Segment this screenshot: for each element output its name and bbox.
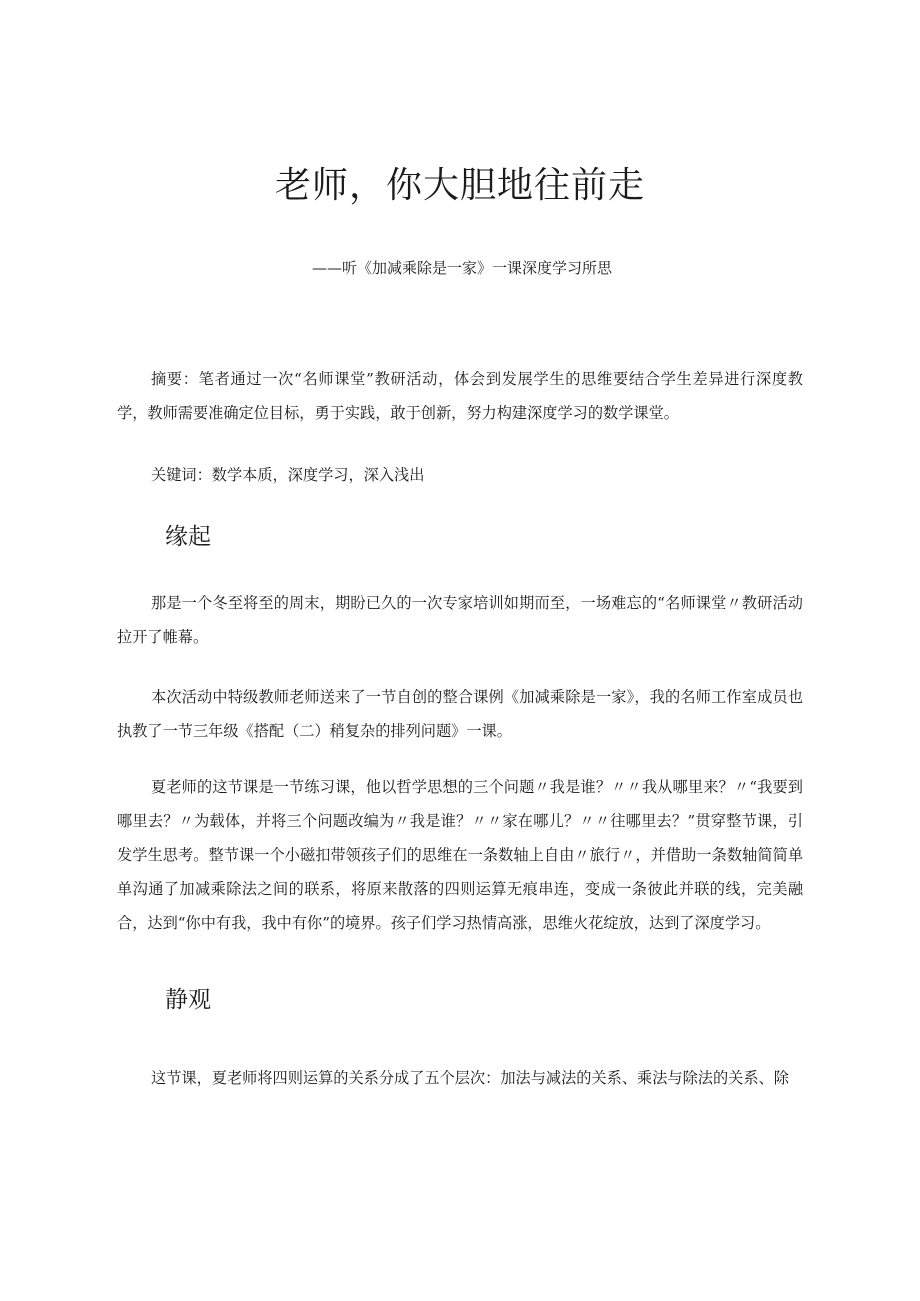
document-title: 老师，你大胆地往前走 [274,165,645,206]
document-subtitle: ——听《加减乘除是一家》一课深度学习所思 [311,259,612,277]
section-heading-observation: 静观 [165,987,211,1013]
body-paragraph: 那是一个冬至将至的周末，期盼已久的一次专家培训如期而至，一场难忘的“名师课堂〃教研活动拉开了帷幕。 [117,594,803,646]
body-paragraph: 本次活动中特级教师老师送来了一节自创的整合课例《加减乘除是一家》，我的名师工作室成员也执教了一节三年级《搭配（二）稍复杂的排列问题》一课。 [117,688,803,740]
body-paragraph: 这节课，夏老师将四则运算的关系分成了五个层次：加法与减法的关系、乘法与除法的关系、除 [151,1069,789,1087]
keywords-paragraph: 关键词：数学本质，深度学习，深入浅出 [151,466,425,484]
abstract-paragraph: 摘要：笔者通过一次“名师课堂”教研活动，体会到发展学生的思维要结合学生差异进行深度教学，教师需要准确定位目标，勇于实践，敢于创新，努力构建深度学习的数学课堂。 [117,370,803,422]
section-heading-origin: 缘起 [165,524,211,550]
body-paragraph: 夏老师的这节课是一节练习课，他以哲学思想的三个问题〃我是谁？〃〃我从哪里来？〃“我要到哪里去？〃为载体，并将三个问题改编为〃我是谁？〃〃家在哪儿？〃〃往哪里去？”贯穿整节课，引发学生思考。整节课一个小磁扣带领孩子们的思维在一条数轴上自由〃旅行〃，并借助一条数轴简简单单沟通了加减乘除法之间的联系，将原来散落的四则运算无痕串连，变成一条彼此并联的线，完美融合，达到“你中有我，我中有你”的境界。孩子们学习热情高涨，思维火花绽放，达到了深度学习。 [117,778,803,932]
